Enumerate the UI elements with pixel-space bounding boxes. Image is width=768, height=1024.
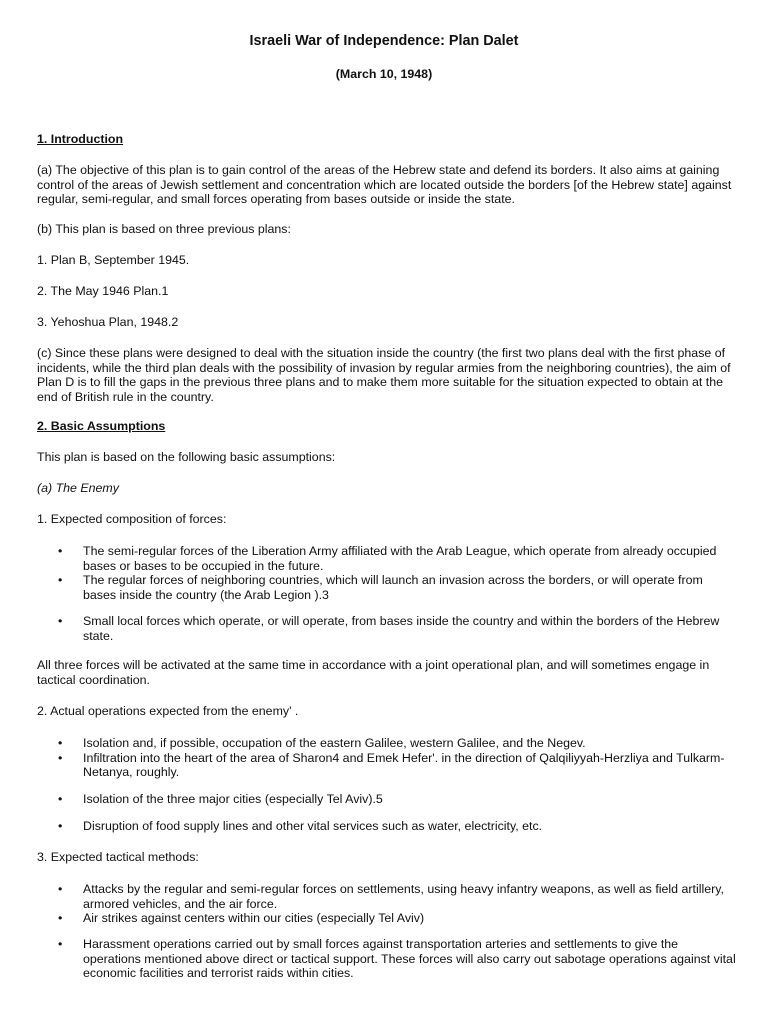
bullet-icon: • (58, 882, 63, 896)
previous-plan-2: 2. The May 1946 Plan.1 (37, 284, 169, 298)
section-heading-introduction: 1. Introduction (37, 132, 124, 146)
document-date: (March 10, 1948) (335, 67, 433, 81)
composition-label: 1. Expected composition of forces: (37, 512, 227, 526)
previous-plan-3: 3. Yehoshua Plan, 1948.2 (37, 315, 179, 329)
list-item-text: Harassment operations carried out by small forces against transportation arteries and settlements to give the operations mentioned above direct or tactical support. These forces will also carry out sabotage operations against vital economic facilities and terrorist raids within cities. (83, 937, 736, 980)
operations-list-cont-2 (37, 819, 737, 834)
bullet-icon: • (58, 573, 63, 587)
section-heading-basic-assumptions: 2. Basic Assumptions (37, 419, 166, 433)
list-item-text: Disruption of food supply lines and other vital services such as water, electricity, etc. (83, 819, 543, 833)
assumptions-intro: This plan is based on the following basic assumptions: (37, 450, 336, 464)
list-item (37, 751, 737, 780)
bullet-icon: • (58, 819, 63, 833)
bullet-icon: • (58, 544, 63, 558)
paragraph-b: (b) This plan is based on three previous plans: (37, 222, 291, 236)
paragraph-a: (a) The objective of this plan is to gain control of the areas of the Hebrew state and defend its borders. It also aims at gaining control of the areas of Jewish settlement and concentration which are located outside the borders [of the Hebrew state] against regular, semi-regular, and small forces operating from bases outside or inside the state. (37, 163, 732, 206)
operations-list (37, 736, 737, 780)
bullet-icon: • (58, 614, 63, 628)
list-item (37, 882, 737, 911)
list-item (37, 792, 737, 807)
tactics-list (37, 882, 737, 926)
list-item-text: Isolation of the three major cities (especially Tel Aviv).5 (83, 792, 383, 806)
subheading-the-enemy: (a) The Enemy (37, 481, 119, 495)
bullet-icon: • (58, 750, 63, 765)
list-item (37, 573, 737, 602)
list-item-text: The regular forces of neighboring countries, which will launch an invasion across the borders, or will operate from bases inside the country (the Arab Legion ).3 (83, 573, 703, 602)
list-item (37, 736, 737, 751)
bullet-icon: • (58, 792, 63, 806)
list-item (37, 614, 737, 643)
document-title: Israeli War of Independence: Plan Dalet (249, 33, 519, 49)
bullet-icon: • (58, 911, 63, 925)
list-item-text: Infiltration into the heart of the area of Sharon4 and Emek Hefer'. in the direction of Qalqiliyyah-Herzliya and Tulkarm-Netanya, roughly. (83, 750, 725, 779)
list-item-text: Isolation and, if possible, occupation of the eastern Galilee, western Galilee, and the Negev. (83, 736, 586, 750)
joint-plan-paragraph: All three forces will be activated at the same time in accordance with a joint operational plan, and will sometimes engage in tactical coordination. (37, 658, 710, 687)
list-item-text: Air strikes against centers within our cities (especially Tel Aviv) (83, 911, 425, 925)
operations-label: 2. Actual operations expected from the enemy' . (37, 704, 299, 718)
tactics-list-cont (37, 937, 737, 981)
list-item-text: Attacks by the regular and semi-regular forces on settlements, using heavy infantry weapons, as well as field artillery, armored vehicles, and the air force. (83, 882, 724, 911)
list-item (37, 544, 737, 573)
list-item (37, 911, 737, 926)
composition-list-cont (37, 614, 737, 643)
list-item (37, 937, 737, 981)
paragraph-c: (c) Since these plans were designed to deal with the situation inside the country (the first two plans deal with the first phase of incidents, while the third plan deals with the possibility of invasion by regular armies from the neighboring countries), the aim of Plan D is to fill the gaps in the previous three plans and to make them more suitable for the situation expected to obtain at the end of British rule in the country. (37, 346, 731, 404)
list-item (37, 819, 737, 834)
bullet-icon: • (58, 937, 63, 951)
list-item-text: Small local forces which operate, or will operate, from bases inside the country and within the borders of the Hebrew state. (83, 614, 720, 643)
list-item-text: The semi-regular forces of the Liberation Army affiliated with the Arab League, which operate from already occupied bases or bases to be occupied in the future. (83, 544, 717, 573)
composition-list (37, 544, 737, 602)
tactics-label: 3. Expected tactical methods: (37, 850, 199, 864)
bullet-icon: • (58, 736, 63, 750)
previous-plan-1: 1. Plan B, September 1945. (37, 253, 190, 267)
operations-list-cont (37, 792, 737, 807)
